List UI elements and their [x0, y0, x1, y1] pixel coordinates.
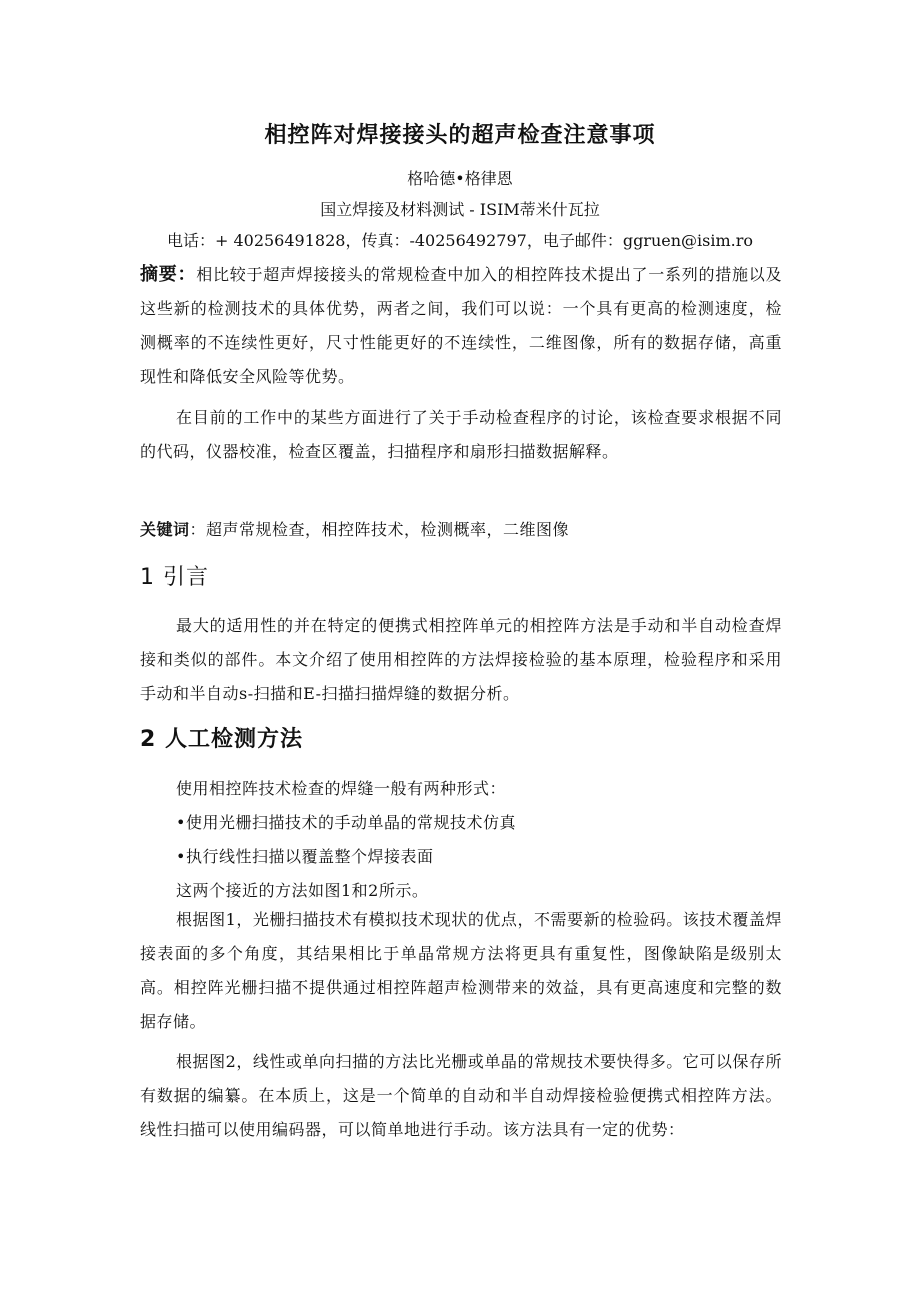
- abstract-label: 摘要：: [140, 264, 197, 285]
- section-2-paragraph-1: 根据图1，光栅扫描技术有模拟技术现状的优点，不需要新的检验码。该技术覆盖焊接表面的多个角度，其结果相比于单晶常规方法将更具有重复性，图像缺陷是级别太高。相控阵光栅扫描不提供通过相控阵超声检测带来的效益，具有更高速度和完整的数据存储。: [140, 910, 782, 1031]
- contact-line: 电话：+ 40256491828，传真：-40256492797，电子邮件：ggruen@isim.ro: [166, 231, 754, 250]
- section-2-intro: 使用相控阵技术检查的焊缝一般有两种形式：: [176, 779, 507, 798]
- abstract-paragraph: [140, 258, 782, 394]
- keywords-label: 关键词: [140, 520, 190, 539]
- section-2-heading: 2 人工检测方法: [140, 727, 303, 752]
- section-1-heading: 1 引言: [140, 565, 209, 590]
- paper-title: 相控阵对焊接接头的超声检查注意事项: [264, 123, 656, 148]
- section-1-paragraph: 最大的适用性的并在特定的便携式相控阵单元的相控阵方法是手动和半自动检查焊接和类似的部件。本文介绍了使用相控阵的方法焊接检验的基本原理，检验程序和采用手动和半自动s-扫描和E-扫描扫描焊缝的数据分析。: [140, 616, 782, 703]
- bullet-item-linear-scan: •执行线性扫描以覆盖整个焊接表面: [176, 847, 434, 866]
- author-line: 格哈德•格律恩: [407, 169, 513, 188]
- figure-reference-note: 这两个接近的方法如图1和2所示。: [176, 881, 429, 900]
- bullet-item-raster-scan: •使用光栅扫描技术的手动单晶的常规技术仿真: [176, 813, 516, 832]
- section-2-paragraph-2: 根据图2，线性或单向扫描的方法比光栅或单晶的常规技术要快得多。它可以保存所有数据的编纂。在本质上，这是一个简单的自动和半自动焊接检验便携式相控阵方法。线性扫描可以使用编码器，可以简单地进行手动。该方法具有一定的优势：: [140, 1052, 782, 1139]
- affiliation-line: 国立焊接及材料测试 - ISIM蒂米什瓦拉: [320, 200, 600, 219]
- keywords-line: [140, 513, 782, 547]
- keywords-text: ：超声常规检查，相控阵技术，检测概率，二维图像: [189, 520, 570, 539]
- abstract-second-paragraph: 在目前的工作中的某些方面进行了关于手动检查程序的讨论，该检查要求根据不同的代码，仪器校准，检查区覆盖，扫描程序和扇形扫描数据解释。: [140, 408, 782, 461]
- abstract-text: 相比较于超声焊接接头的常规检查中加入的相控阵技术提出了一系列的措施以及这些新的检测技术的具体优势，两者之间，我们可以说：一个具有更高的检测速度，检测概率的不连续性更好，尺寸性能更好的不连续性，二维图像，所有的数据存储，高重现性和降低安全风险等优势。: [140, 265, 782, 386]
